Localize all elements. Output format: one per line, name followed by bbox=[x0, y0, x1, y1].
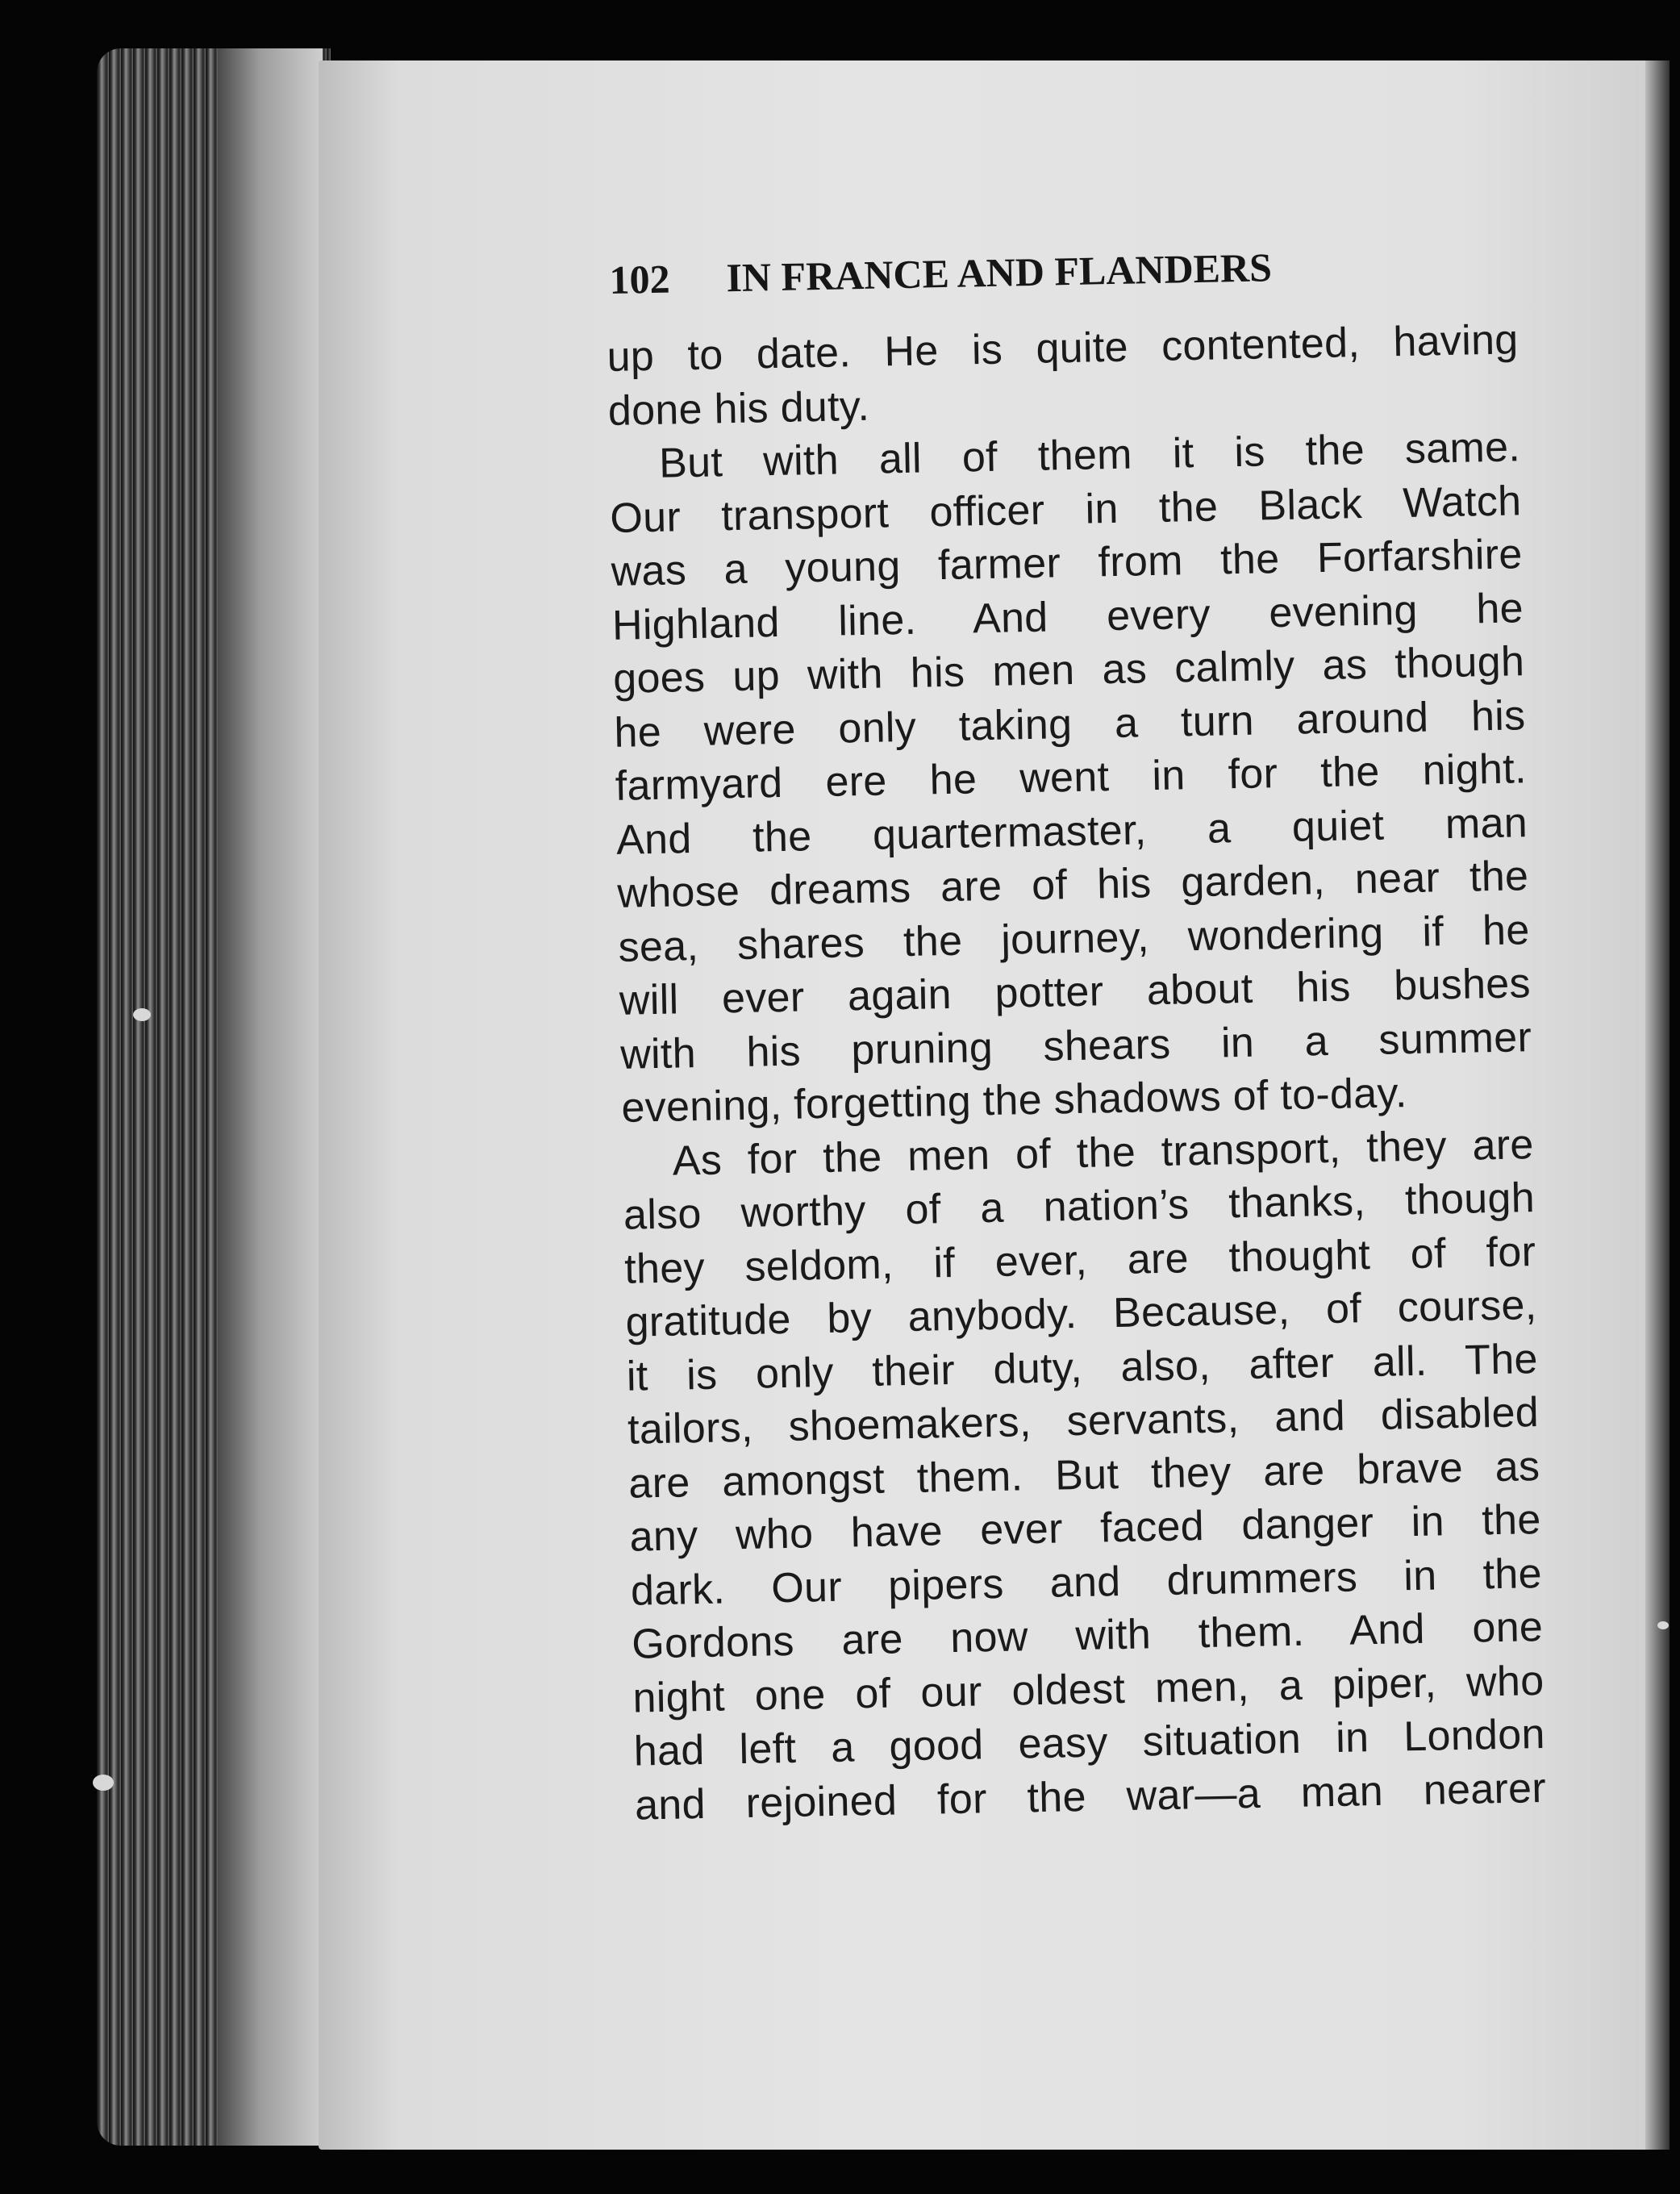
running-head-title: IN FRANCE AND FLANDERS bbox=[725, 244, 1273, 301]
text-line: with his pruning shears in a summer bbox=[619, 1013, 1532, 1078]
text-line: Gordons are now with them. And one bbox=[631, 1604, 1544, 1668]
text-line: night one of our oldest men, a piper, who bbox=[632, 1657, 1545, 1722]
text-line: Our transport officer in the Black Watch bbox=[609, 477, 1522, 542]
text-line: and rejoined for the war—a man nearer bbox=[634, 1764, 1547, 1829]
text-line: he were only taking a turn around his bbox=[614, 691, 1526, 757]
text-line: dark. Our pipers and drummers in the bbox=[630, 1550, 1543, 1615]
text-line: will ever again potter about his bushes bbox=[619, 960, 1532, 1024]
text-line: gratitude by anybody. Because, of course, bbox=[625, 1282, 1537, 1346]
text-line: done his duty. bbox=[607, 382, 870, 435]
film-speck bbox=[133, 1008, 151, 1021]
text-line: whose dreams are of his garden, near the bbox=[616, 853, 1529, 917]
text-line: are amongst them. But they are brave as bbox=[627, 1442, 1540, 1508]
text-line: But with all of them it is the same. bbox=[658, 423, 1521, 487]
film-speck bbox=[1657, 1621, 1669, 1629]
text-line: it is only their duty, also, after all. The bbox=[626, 1335, 1539, 1400]
page-number: 102 bbox=[609, 256, 671, 302]
text-line: up to date. He is quite contented, having bbox=[607, 316, 1519, 381]
text-line: And the quartermaster, a quiet man bbox=[615, 799, 1528, 864]
text-line: goes up with his men as calmly as though bbox=[612, 638, 1525, 703]
text-line: any who have ever faced danger in the bbox=[629, 1496, 1542, 1561]
text-line: sea, shares the journey, wondering if he bbox=[618, 906, 1531, 971]
text-line: also worthy of a nation’s thanks, though bbox=[623, 1174, 1536, 1239]
film-speck bbox=[93, 1775, 114, 1791]
book-gutter bbox=[218, 48, 323, 2146]
text-line: Highland line. And every evening he bbox=[611, 584, 1524, 649]
body-text bbox=[607, 313, 1547, 1832]
text-line: had left a good easy situation in London bbox=[633, 1710, 1546, 1775]
page-right-shadow bbox=[1645, 60, 1670, 2150]
text-line: tailors, shoemakers, servants, and disabled bbox=[627, 1389, 1540, 1454]
text-line: evening, forgetting the shadows of to-day. bbox=[620, 1070, 1408, 1132]
text-line: farmyard ere he went in for the night. bbox=[615, 745, 1528, 810]
text-line: was a young farmer from the Forfarshire bbox=[611, 531, 1524, 595]
text-line: they seldom, if ever, are thought of for bbox=[623, 1228, 1536, 1293]
text-line: As for the men of the transport, they are bbox=[672, 1120, 1535, 1185]
